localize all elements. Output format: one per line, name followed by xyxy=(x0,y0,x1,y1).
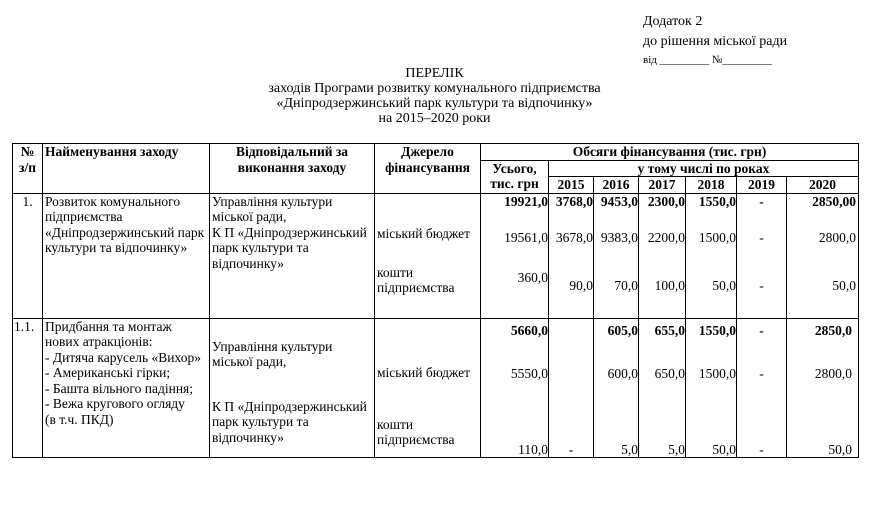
y2018-sum: 1550,0 xyxy=(698,322,736,338)
header-by-years: у тому числі по роках xyxy=(549,160,859,177)
year-2015-cell xyxy=(549,318,594,458)
y2016-enterprise: 5,0 xyxy=(621,441,638,457)
y2017-enterprise: 100,0 xyxy=(654,277,685,293)
y2016-sum: 605,0 xyxy=(607,322,638,338)
year-2018-cell xyxy=(686,193,737,318)
annex-date-number: від _________ №_________ xyxy=(643,54,772,66)
measure-item: - Американські гірки; xyxy=(45,365,171,380)
header-year-2015: 2015 xyxy=(549,177,594,194)
header-name: Найменування заходу xyxy=(43,144,210,194)
table-row xyxy=(13,193,859,318)
source-cell xyxy=(375,193,481,318)
responsible-department: Управління культури міської ради, xyxy=(212,338,333,369)
year-2017-cell xyxy=(639,193,686,318)
header-source: Джерело фінансування xyxy=(375,144,481,194)
heading-enterprise: «Дніпродзержинський парк культури та відпочинку» xyxy=(276,96,593,111)
total-budget: 19561,0 xyxy=(504,229,548,245)
y2020-sum: 2850,0 xyxy=(814,322,853,338)
y2015-budget xyxy=(549,366,593,442)
heading-subtitle: заходів Програми розвитку комунального підприємства xyxy=(268,81,601,96)
y2019-budget: - xyxy=(759,229,764,245)
year-2020-cell xyxy=(787,318,859,458)
y2017-budget: 2200,0 xyxy=(647,229,685,245)
header-year-2020: 2020 xyxy=(787,177,859,194)
y2020-enterprise: 50,0 xyxy=(828,441,853,457)
year-2020-cell xyxy=(787,193,859,318)
responsible-enterprise: К П «Дніпродзержинський парк культури та відпочинку» xyxy=(212,398,367,445)
header-year-2018: 2018 xyxy=(686,177,737,194)
y2017-sum: 2300,0 xyxy=(647,193,685,209)
heading-title: ПЕРЕЛІК xyxy=(405,66,464,81)
year-2016-cell xyxy=(594,318,639,458)
y2019-enterprise: - xyxy=(759,441,764,457)
y2020-enterprise: 50,0 xyxy=(832,277,857,293)
annex-title: Додаток 2 xyxy=(643,14,703,29)
header-year-2016: 2016 xyxy=(594,177,639,194)
y2015-enterprise: 90,0 xyxy=(569,277,593,293)
measure-item: - Вежа кругового огляду xyxy=(45,396,185,411)
total-enterprise: 110,0 xyxy=(518,441,548,457)
year-2015-cell xyxy=(549,193,594,318)
y2019-enterprise: - xyxy=(759,277,764,293)
y2015-sum xyxy=(549,319,593,366)
measure-name-cell xyxy=(43,318,210,458)
year-2018-cell xyxy=(686,318,737,458)
y2017-budget: 650,0 xyxy=(654,365,685,381)
y2019-sum: - xyxy=(759,322,764,338)
y2018-enterprise: 50,0 xyxy=(712,441,736,457)
measure-item: - Дитяча карусель «Вихор» xyxy=(45,349,201,365)
source-cell xyxy=(375,318,481,458)
responsible-enterprise: К П «Дніпродзержинський парк культури та відпочинку» xyxy=(212,224,367,271)
header-year-2019: 2019 xyxy=(737,177,787,194)
source-enterprise: кошти підприємства xyxy=(377,416,455,447)
y2016-enterprise: 70,0 xyxy=(614,277,638,293)
year-2016-cell xyxy=(594,193,639,318)
annex-decision: до рішення міської ради xyxy=(643,34,788,49)
y2015-enterprise: - xyxy=(568,441,574,457)
total-enterprise: 360,0 xyxy=(517,269,548,285)
total-sum: 5660,0 xyxy=(510,322,548,338)
measure-name: Придбання та монтаж нових атракціонів: xyxy=(45,318,172,349)
y2017-sum: 655,0 xyxy=(654,322,685,338)
table-header-row xyxy=(13,144,859,161)
y2015-budget: 3678,0 xyxy=(555,229,593,245)
total-sum: 19921,0 xyxy=(504,193,548,209)
table-row xyxy=(13,318,859,458)
y2019-sum: - xyxy=(759,193,764,209)
y2018-enterprise: 50,0 xyxy=(712,277,736,293)
measure-item: - Башта вільного падіння; xyxy=(45,380,194,396)
row-num: 1. xyxy=(13,193,43,318)
y2018-budget: 1500,0 xyxy=(698,365,736,381)
y2018-budget: 1500,0 xyxy=(698,229,736,245)
responsible-department: Управління культури міської ради, xyxy=(212,193,333,224)
y2016-budget: 600,0 xyxy=(607,365,638,381)
y2016-sum: 9453,0 xyxy=(600,193,638,209)
y2019-budget: - xyxy=(759,365,764,381)
measures-table xyxy=(12,143,859,458)
year-2017-cell xyxy=(639,318,686,458)
heading-period: на 2015–2020 роки xyxy=(378,111,491,126)
y2020-budget: 2800,0 xyxy=(818,229,857,245)
y2017-enterprise: 5,0 xyxy=(668,441,685,457)
y2018-sum: 1550,0 xyxy=(698,193,736,209)
total-budget: 5550,0 xyxy=(510,365,548,381)
year-2019-cell xyxy=(737,193,787,318)
total-cell xyxy=(481,318,549,458)
y2015-sum: 3768,0 xyxy=(555,193,593,209)
y2020-sum: 2850,00 xyxy=(812,193,857,209)
header-total: Усього, тис. грн xyxy=(481,160,549,193)
y2020-budget: 2800,0 xyxy=(814,365,853,381)
y2016-budget: 9383,0 xyxy=(600,229,638,245)
document-heading xyxy=(0,66,869,126)
header-year-2017: 2017 xyxy=(639,177,686,194)
source-budget: міський бюджет xyxy=(377,364,471,380)
responsible-cell xyxy=(210,318,375,458)
source-enterprise: кошти підприємства xyxy=(377,264,455,295)
header-num: № з/п xyxy=(13,144,43,194)
row-num: 1.1. xyxy=(13,318,43,458)
annex-block xyxy=(643,12,787,68)
header-funding: Обсяги фінансування (тис. грн) xyxy=(481,144,859,161)
total-cell xyxy=(481,193,549,318)
header-responsible: Відповідальний за виконання заходу xyxy=(210,144,375,194)
year-2019-cell xyxy=(737,318,787,458)
measure-name: Розвиток комунального підприємства «Дніпродзержинський парк культури та відпочинку» xyxy=(43,193,210,318)
measure-note: (в т.ч. ПКД) xyxy=(45,411,114,427)
responsible-cell xyxy=(210,193,375,318)
source-budget: міський бюджет xyxy=(377,225,471,241)
